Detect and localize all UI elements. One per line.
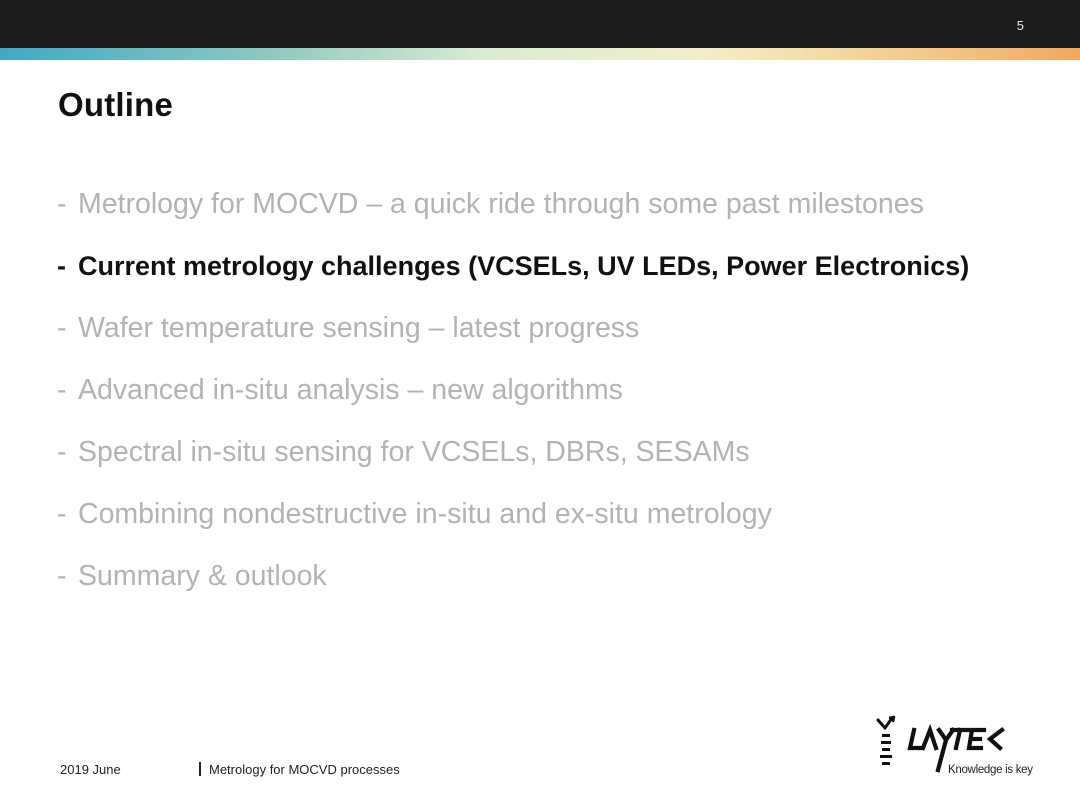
outline-item-text: Combining nondestructive in-situ and ex-situ metrology (78, 498, 772, 530)
outline-item (57, 494, 969, 556)
outline-item-text: Wafer temperature sensing – latest progress (78, 312, 640, 344)
outline-item-text: Summary & outlook (78, 560, 327, 592)
outline-item (57, 246, 969, 308)
dash: - (57, 498, 67, 530)
outline-item (57, 432, 969, 494)
dash: - (57, 188, 67, 220)
outline-item (57, 184, 969, 246)
outline-item-text: Current metrology challenges (VCSELs, UV LEDs, Power Electronics) (78, 251, 970, 281)
dash: - (57, 312, 67, 344)
footer-presentation-title: Metrology for MOCVD processes (209, 762, 400, 777)
outline-item (57, 370, 969, 432)
footer-date: 2019 June (60, 762, 121, 777)
dash: - (57, 374, 67, 406)
outline-item-text: Metrology for MOCVD – a quick ride through some past milestones (78, 188, 924, 220)
outline-item-text: Advanced in-situ analysis – new algorithms (78, 374, 623, 406)
outline-list (57, 184, 969, 618)
dash: - (57, 436, 67, 468)
outline-item-text: Spectral in-situ sensing for VCSELs, DBRs, SESAMs (78, 436, 750, 468)
gradient-strip (0, 48, 1080, 60)
footer-divider (199, 762, 201, 776)
dash: - (57, 560, 67, 592)
outline-item (57, 556, 969, 618)
page-number: 5 (1016, 18, 1024, 33)
dash: - (57, 251, 66, 281)
logo-tagline: Knowledge is key (948, 764, 1033, 776)
top-bar (0, 0, 1080, 48)
slide-title: Outline (58, 86, 174, 123)
outline-item (57, 308, 969, 370)
